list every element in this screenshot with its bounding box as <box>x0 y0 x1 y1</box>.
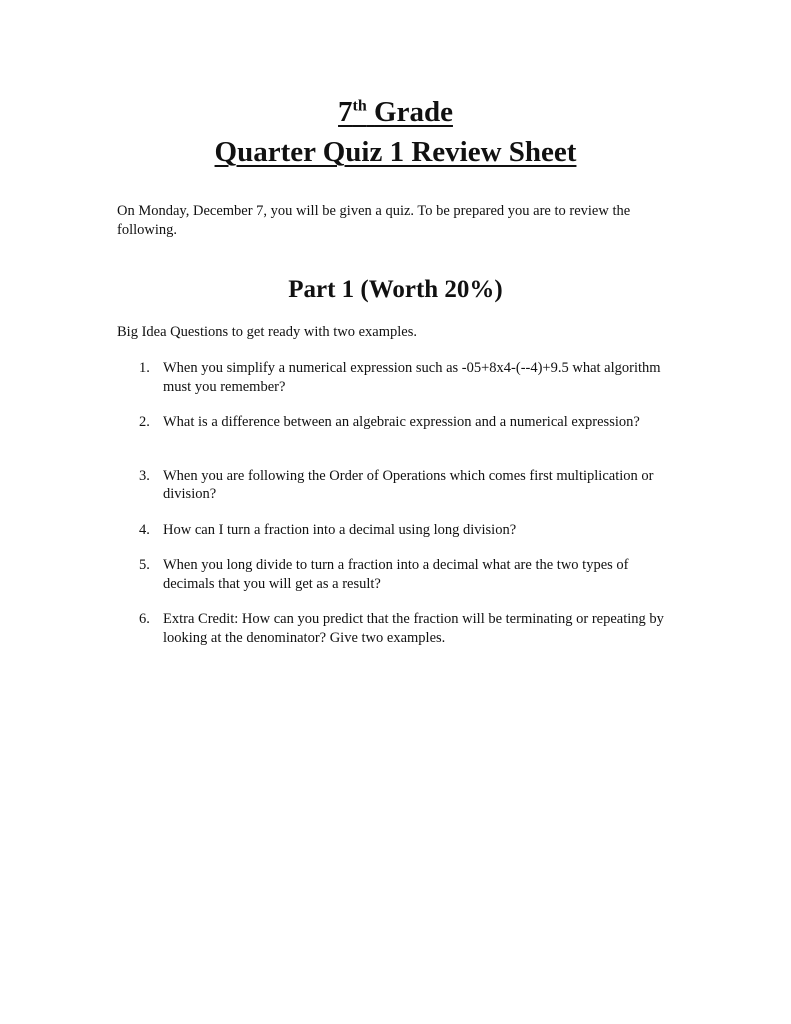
grade-number: 7 <box>338 96 353 128</box>
question-item <box>117 359 677 396</box>
part-heading: Part 1 (Worth 20%) <box>288 276 503 303</box>
question-item <box>117 413 677 432</box>
lead-paragraph: Big Idea Questions to get ready with two examples. <box>117 324 418 340</box>
grade-title <box>0 92 791 132</box>
question-item <box>117 521 677 540</box>
question-text: When you simplify a numerical expression such as -05+8x4-(--4)+9.5 what algorithm must you remember? <box>163 360 661 395</box>
question-item <box>117 610 677 647</box>
grade-word: Grade <box>374 96 453 128</box>
question-number: 5. <box>139 557 150 573</box>
grade-suffix: th <box>352 97 367 115</box>
question-number: 2. <box>139 414 150 430</box>
question-number: 6. <box>139 611 150 627</box>
intro-paragraph: On Monday, December 7, you will be given a quiz. To be prepared you are to review the following. <box>117 203 631 238</box>
question-item <box>117 467 677 504</box>
document-title: Quarter Quiz 1 Review Sheet <box>214 136 577 168</box>
question-list <box>117 359 677 647</box>
question-text: What is a difference between an algebraic expression and a numerical expression? <box>163 414 640 430</box>
title-block <box>0 92 791 172</box>
question-item <box>117 556 677 593</box>
question-number: 1. <box>139 360 150 376</box>
question-text: Extra Credit: How can you predict that the fraction will be terminating or repeating by looking at the denominator? Give two examples. <box>163 611 664 646</box>
question-number: 4. <box>139 521 150 538</box>
question-text: When you are following the Order of Operations which comes first multiplication or division? <box>163 467 654 502</box>
question-text: When you long divide to turn a fraction into a decimal what are the two types of decimals that you will get as a result? <box>163 557 629 592</box>
question-number: 3. <box>139 467 150 484</box>
question-text: How can I turn a fraction into a decimal using long division? <box>163 521 517 538</box>
